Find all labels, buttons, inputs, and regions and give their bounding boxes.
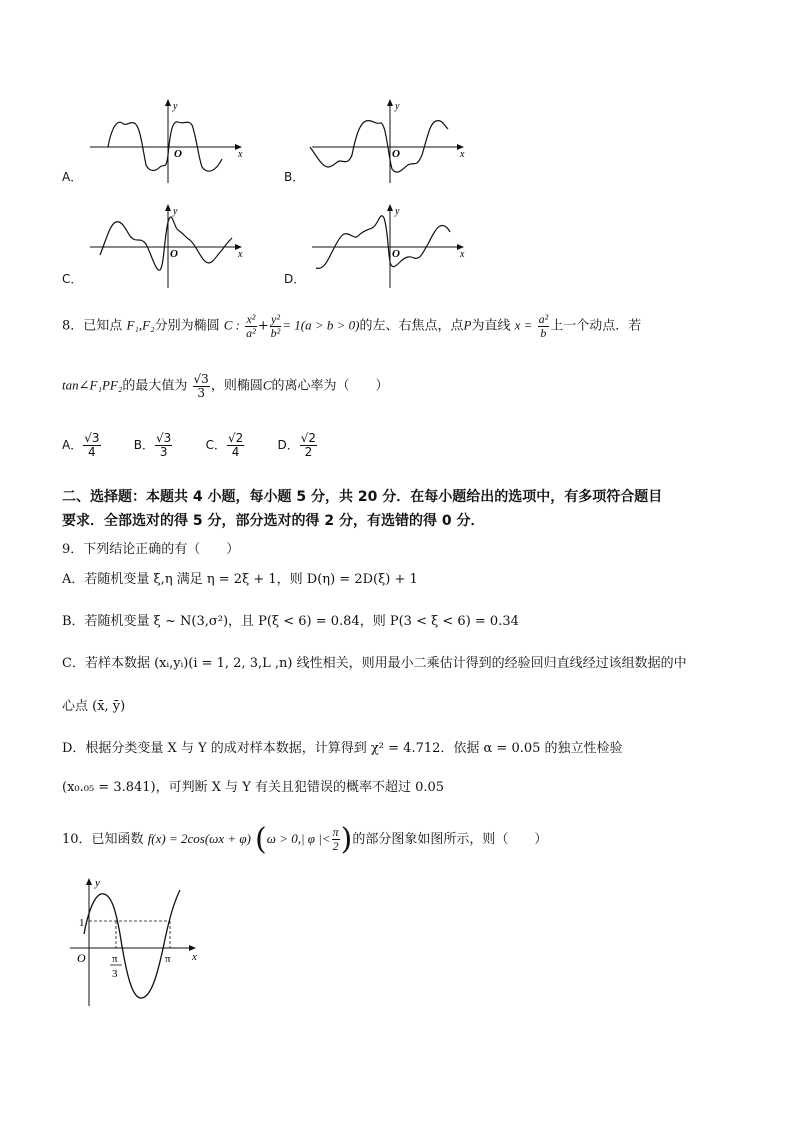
q7-option-d bbox=[282, 200, 482, 290]
q10-pi: π bbox=[165, 953, 171, 965]
q9-option-d-line2: (x₀.₀₅ = 3.841)，可判断 X 与 Y 有关且犯错误的概率不超过 0.05 bbox=[62, 780, 445, 795]
q10-x-label: x bbox=[192, 951, 197, 963]
q7-label-d[interactable]: D． bbox=[284, 272, 306, 286]
q8-option-b[interactable]: B． $\frac{√3}{3}$ bbox=[133, 431, 172, 459]
q7-option-b bbox=[282, 95, 482, 185]
q7-label-b[interactable]: B． bbox=[284, 170, 305, 184]
q8-options bbox=[62, 432, 318, 458]
svg-text:y: y bbox=[395, 206, 400, 217]
svg-text:O: O bbox=[170, 248, 178, 260]
q8-frac-x: $\frac{\text{x²}}{\text{a²}}$ bbox=[246, 312, 256, 340]
q10-frac-pi2: $\frac{\pi}{2}$ bbox=[332, 825, 339, 853]
q9-option-d-line1[interactable]: D．根据分类变量 X 与 Y 的成对样本数据，计算得到 χ² = 4.712．依据 α = 0.05 的独立性检验 bbox=[62, 741, 623, 756]
q10-pi-over-3-den: 3 bbox=[112, 968, 118, 980]
q8-frac-max: $\frac{√3}{3}$ bbox=[193, 372, 209, 400]
q8-stem-line1: 8．已知点 F₁,F₂分别为椭圆 C : $\frac{\text{x²}}{\text{a²}}$ + $\frac{\text{y²}}{\text{b²}}$ = 1(a > b > 0)的左、右焦点，点P为直线 x = $\frac{\text{a²}}{b}$ 上一个动点．若 bbox=[62, 312, 642, 340]
section2-heading-line1: 二、选择题：本题共 4 小题，每小题 5 分，共 20 分．在每小题给出的选项中，有多项符合题目 bbox=[62, 489, 663, 505]
q10-y-label: y bbox=[95, 877, 100, 889]
q9-option-c-line2: 心点 (x̄, ȳ) bbox=[62, 699, 126, 714]
q7a-origin: O bbox=[174, 148, 182, 160]
svg-text:y: y bbox=[173, 206, 178, 217]
svg-text:y: y bbox=[395, 101, 400, 112]
svg-text:x: x bbox=[238, 249, 243, 260]
q9-option-a[interactable]: A．若随机变量 ξ,η 满足 η = 2ξ + 1，则 D(η) = 2D(ξ) + 1 bbox=[62, 572, 418, 587]
q9-stem: 9．下列结论正确的有（ ） bbox=[62, 542, 240, 557]
q7-graph-c bbox=[60, 200, 260, 290]
svg-text:x: x bbox=[460, 249, 465, 260]
q10-origin: O bbox=[77, 951, 86, 965]
q8-frac-y: $\frac{\text{y²}}{\text{b²}}$ bbox=[270, 312, 281, 340]
q10-pi-over-3-num: π bbox=[112, 953, 118, 965]
section2-heading-line2: 要求．全部选对的得 5 分，部分选对的得 2 分，有选错的得 0 分． bbox=[62, 513, 485, 529]
q7-option-a bbox=[60, 95, 260, 185]
q10-graph bbox=[64, 872, 214, 1012]
q8-frac-line: $\frac{\text{a²}}{b}$ bbox=[538, 312, 549, 340]
svg-text:x: x bbox=[238, 149, 243, 160]
q10-one: 1 bbox=[79, 917, 85, 929]
q10-graph-svg bbox=[64, 872, 214, 1012]
q7-label-a[interactable]: A． bbox=[62, 170, 83, 184]
q7-graph-b bbox=[282, 95, 482, 185]
q8-option-c[interactable]: C． $\frac{√2}{4}$ bbox=[205, 431, 244, 459]
q7-option-c bbox=[60, 200, 260, 290]
q8-stem-line2: tan∠F₁PF₂的最大值为 $\frac{√3}{3}$ ，则椭圆C的离心率为（ ） bbox=[62, 372, 389, 400]
q7-label-c[interactable]: C． bbox=[62, 272, 83, 286]
q8-option-d[interactable]: D． $\frac{√2}{2}$ bbox=[277, 431, 317, 459]
q9-option-b[interactable]: B．若随机变量 ξ ~ N(3,σ²)，且 P(ξ < 6) = 0.84，则 P(3 < ξ < 6) = 0.34 bbox=[62, 614, 519, 629]
svg-text:O: O bbox=[392, 148, 400, 160]
q10-stem: 10．已知函数 f(x) = 2cos(ωx + φ) (ω > 0,| φ |< $\frac{\pi}{2}$ )的部分图象如图所示，则（ ） bbox=[62, 822, 548, 857]
q7-graph-a bbox=[60, 95, 260, 185]
q9-option-c-line1[interactable]: C．若样本数据 (xᵢ,yᵢ)(i = 1, 2, 3,L ,n) 线性相关，则用最小二乘估计得到的经验回归直线经过该组数据的中 bbox=[62, 656, 687, 671]
q8-option-a[interactable]: A． $\frac{√3}{4}$ bbox=[62, 431, 100, 459]
q7-graph-d bbox=[282, 200, 482, 290]
svg-text:y: y bbox=[173, 101, 178, 112]
svg-text:O: O bbox=[392, 248, 400, 260]
svg-text:x: x bbox=[460, 149, 465, 160]
